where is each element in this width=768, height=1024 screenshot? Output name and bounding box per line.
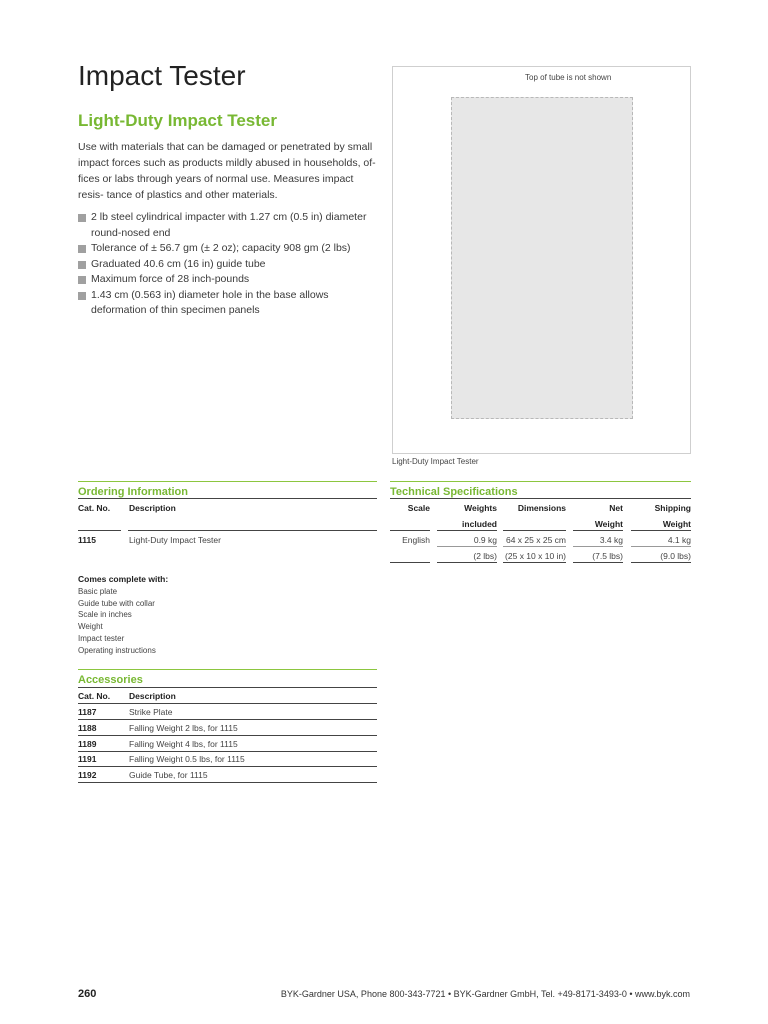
page-title: Impact Tester [78, 60, 246, 91]
square-bullet-icon [78, 276, 86, 284]
ordering-heading: Ordering Information [78, 486, 188, 498]
specs-col-net-sub: Weight [594, 519, 623, 529]
accessories-heading: Accessories [78, 674, 143, 686]
square-bullet-icon [78, 261, 86, 269]
accessory-cat-cell: 1192 [78, 770, 97, 780]
ordering-header-rule [78, 498, 377, 499]
accessory-cat-cell: 1191 [78, 754, 97, 764]
accessory-desc-cell: Falling Weight 4 lbs, for 1115 [129, 739, 238, 749]
feature-item: 2 lb steel cylindrical impacter with 1.27 cm (0.5 in) diameter round-nosed end [78, 210, 378, 241]
comes-complete-list [78, 586, 156, 656]
specs-bottom-rule [631, 562, 691, 563]
page-number: 260 [78, 988, 97, 1000]
accessory-desc-cell: Strike Plate [129, 707, 173, 717]
specs-col-shipping-sub: Weight [662, 519, 691, 529]
feature-item: Tolerance of ± 56.7 gm (± 2 oz); capacity 908 gm (2 lbs) [78, 241, 378, 257]
specs-col-scale: Scale [407, 503, 430, 513]
specs-scale-cell: English [402, 535, 430, 545]
accessories-top-rule [78, 669, 377, 670]
specs-col-shipping: Shipping [654, 503, 691, 513]
accessory-row-rule [78, 782, 377, 783]
ordering-top-rule [78, 481, 377, 482]
accessory-cat-cell: 1189 [78, 739, 97, 749]
list-item: Weight [78, 622, 103, 632]
specs-shipping-cell: 4.1 kg [667, 535, 691, 545]
specs-header-rule [390, 498, 691, 499]
accessory-row-rule [78, 735, 377, 736]
square-bullet-icon [78, 292, 86, 300]
specs-weights-cell-sub: (2 lbs) [473, 551, 497, 561]
list-item: Scale in inches [78, 610, 132, 620]
specs-top-rule [390, 481, 691, 482]
product-subtitle: Light-Duty Impact Tester [78, 111, 277, 130]
specs-dimensions-cell-sub: (25 x 10 x 10 in) [505, 551, 566, 561]
ordering-col-desc: Description [129, 503, 176, 513]
feature-item: Maximum force of 28 inch-pounds [78, 272, 378, 288]
accessory-desc-cell: Falling Weight 2 lbs, for 1115 [129, 723, 238, 733]
specs-weights-cell: 0.9 kg [473, 535, 497, 545]
specs-inner-rule [631, 546, 691, 547]
specs-row-rule [631, 530, 691, 531]
accessory-row-rule [78, 766, 377, 767]
specs-row-rule [573, 530, 623, 531]
product-intro: Use with materials that can be damaged or penetrated by small impact forces such as products mildly abused in households, of- fices or labs through years of normal use. Measures impact resis- tance of plastics and other materials. [78, 141, 376, 201]
ordering-desc-cell: Light-Duty Impact Tester [129, 535, 221, 545]
specs-col-weights: Weights [464, 503, 497, 513]
accessories-col-cat: Cat. No. [78, 691, 111, 701]
accessory-row-rule [78, 751, 377, 752]
specs-bottom-rule [503, 562, 566, 563]
feature-item: Graduated 40.6 cm (16 in) guide tube [78, 257, 378, 273]
comes-complete-title: Comes complete with: [78, 574, 169, 584]
product-photo [392, 66, 691, 454]
specs-net-cell-sub: (7.5 lbs) [592, 551, 623, 561]
impact-tester-image-placeholder [451, 97, 633, 419]
footer-contact: BYK-Gardner USA, Phone 800-343-7721 • BYK-Gardner GmbH, Tel. +49-8171-3493-0 • www.byk.com [280, 989, 690, 999]
square-bullet-icon [78, 214, 86, 222]
ordering-cat-cell: 1115 [78, 535, 96, 545]
specs-row-rule [437, 530, 497, 531]
specs-col-dimensions: Dimensions [517, 503, 566, 513]
list-item: Operating instructions [78, 645, 156, 655]
specs-net-cell: 3.4 kg [599, 535, 623, 545]
accessory-cat-cell: 1187 [78, 707, 97, 717]
specs-bottom-rule [573, 562, 623, 563]
specs-row-rule [390, 530, 430, 531]
specs-dimensions-cell: 64 x 25 x 25 cm [505, 535, 566, 545]
accessories-col-desc: Description [129, 691, 176, 701]
specs-inner-rule [437, 546, 497, 547]
specs-col-net: Net [609, 503, 623, 513]
accessories-header-top-rule [78, 687, 377, 688]
ordering-row-rule [78, 530, 121, 531]
feature-item: 1.43 cm (0.563 in) diameter hole in the base allows deformation of thin specimen panels [78, 288, 378, 319]
accessory-row-rule [78, 719, 377, 720]
photo-caption: Light-Duty Impact Tester [392, 457, 479, 466]
feature-list [78, 210, 378, 319]
specs-col-weights-sub: included [462, 519, 497, 529]
square-bullet-icon [78, 245, 86, 253]
specs-bottom-rule [437, 562, 497, 563]
specs-inner-rule [573, 546, 623, 547]
specs-bottom-rule [390, 562, 430, 563]
specs-shipping-cell-sub: (9.0 lbs) [660, 551, 691, 561]
accessory-cat-cell: 1188 [78, 723, 97, 733]
ordering-col-cat: Cat. No. [78, 503, 111, 513]
accessory-desc-cell: Falling Weight 0.5 lbs, for 1115 [129, 754, 245, 764]
list-item: Guide tube with collar [78, 598, 155, 608]
accessory-desc-cell: Guide Tube, for 1115 [129, 770, 208, 780]
accessories-header-rule [78, 703, 377, 704]
ordering-row-rule [128, 530, 377, 531]
list-item: Impact tester [78, 633, 125, 643]
specs-heading: Technical Specifications [390, 486, 518, 498]
specs-inner-rule [503, 546, 566, 547]
list-item: Basic plate [78, 587, 118, 596]
photo-note: Top of tube is not shown [525, 73, 612, 82]
specs-row-rule [503, 530, 566, 531]
